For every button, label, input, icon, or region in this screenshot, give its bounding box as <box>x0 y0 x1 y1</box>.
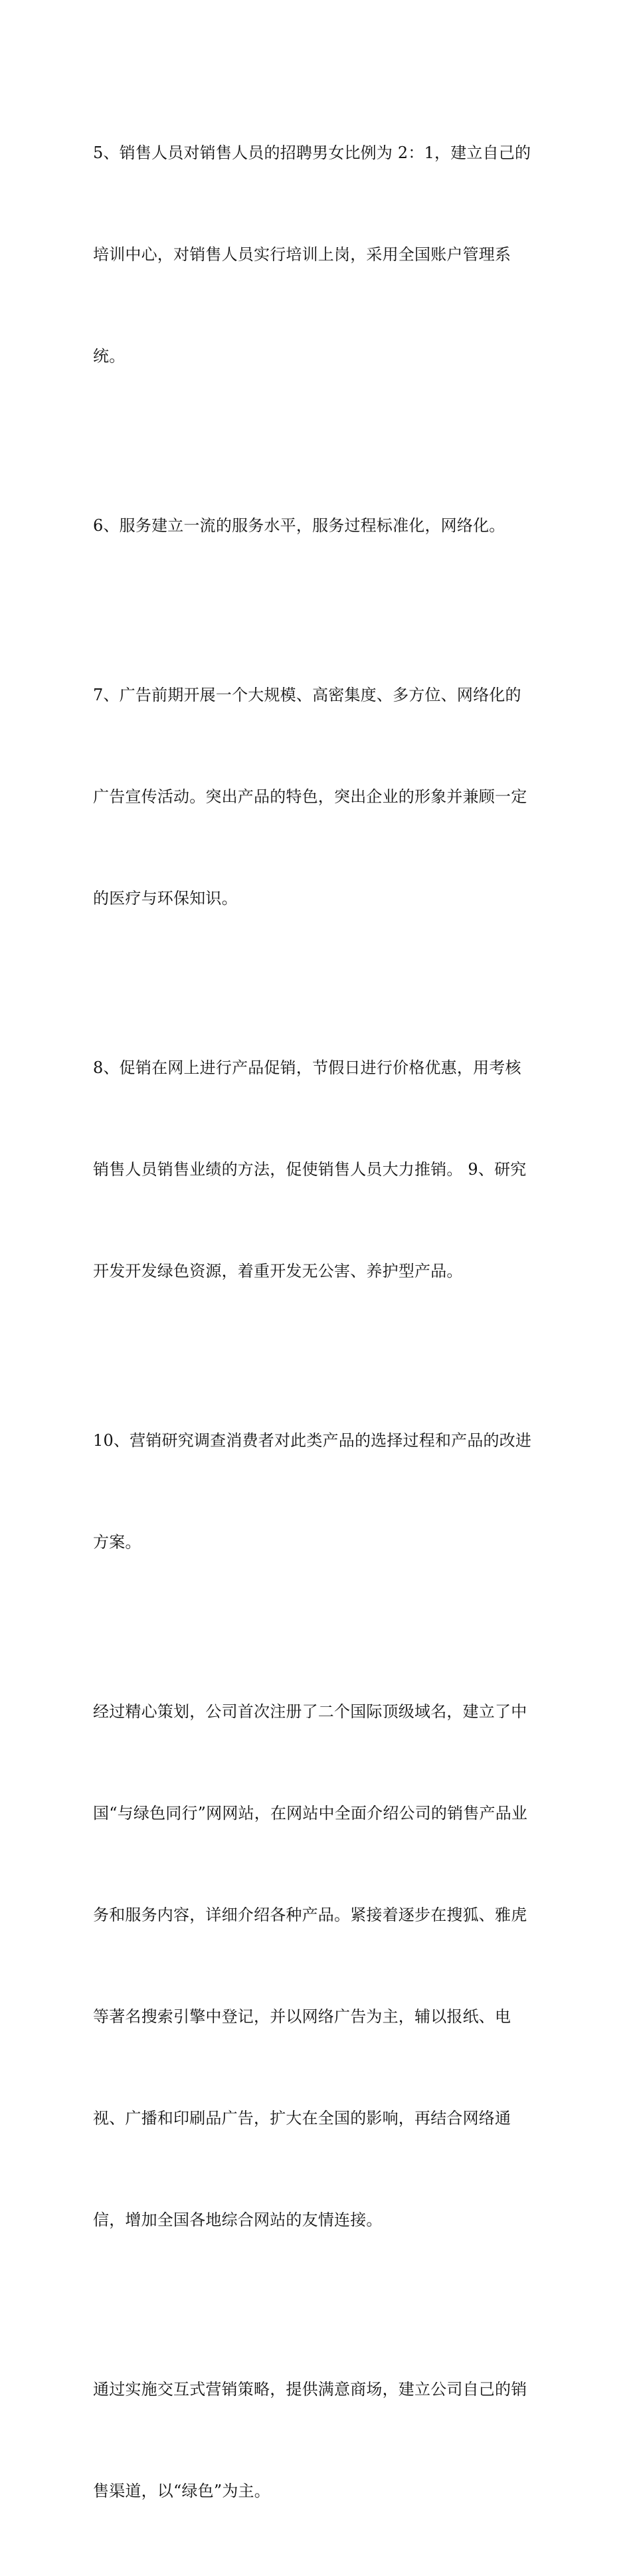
text-line: 售渠道，以“绿色”为主。 <box>93 2482 270 2500</box>
text-line: 务和服务内容，详细介绍各种产品。紧接着逐步在搜狐、雅虎 <box>93 1906 527 1924</box>
paragraph-item-8-promotion <box>93 983 545 1356</box>
text-line: 统。 <box>93 347 126 365</box>
text-line: 8、促销在网上进行产品促销，节假日进行价格优惠，用考核 <box>93 1058 521 1077</box>
text-line: 视、广播和印刷品广告，扩大在全国的影响，再结合网络通 <box>93 2109 511 2128</box>
document-body <box>93 68 545 2576</box>
paragraph-interactive-marketing <box>93 2305 545 2576</box>
text-line: 6、服务建立一流的服务水平，服务过程标准化，网络化。 <box>93 516 505 535</box>
text-line: 10、营销研究调查消费者对此类产品的选择过程和产品的改进 <box>93 1431 532 1450</box>
text-line: 培训中心，对销售人员实行培训上岗，采用全国账户管理系 <box>93 245 511 264</box>
text-line: 销售人员销售业绩的方法，促使销售人员大力推销。 9、研究 <box>93 1160 527 1179</box>
text-line: 广告宣传活动。突出产品的特色，突出企业的形象并兼顾一定 <box>93 787 527 806</box>
paragraph-item-5-sales <box>93 68 545 441</box>
text-line: 方案。 <box>93 1533 141 1551</box>
text-line: 的医疗与环保知识。 <box>93 889 238 908</box>
text-line: 开发开发绿色资源，着重开发无公害、养护型产品。 <box>93 1262 463 1280</box>
text-line: 5、销售人员对销售人员的招聘男女比例为 2：1，建立自己的 <box>93 144 531 162</box>
paragraph-website-planning <box>93 1627 545 2305</box>
text-line: 经过精心策划，公司首次注册了二个国际顶级域名，建立了中 <box>93 1702 527 1721</box>
text-line: 国“与绿色同行”网网站，在网站中全面介绍公司的销售产品业 <box>93 1804 528 1823</box>
paragraph-item-6-service <box>93 441 545 611</box>
paragraph-item-10-research <box>93 1356 545 1627</box>
text-line: 信，增加全国各地综合网站的友情连接。 <box>93 2211 383 2229</box>
text-line: 7、广告前期开展一个大规模、高密集度、多方位、网络化的 <box>93 686 521 704</box>
text-line: 等著名搜索引擎中登记，并以网络广告为主，辅以报纸、电 <box>93 2007 511 2026</box>
text-line: 通过实施交互式营销策略，提供满意商场，建立公司自己的销 <box>93 2380 527 2399</box>
paragraph-item-7-advertising <box>93 611 545 983</box>
